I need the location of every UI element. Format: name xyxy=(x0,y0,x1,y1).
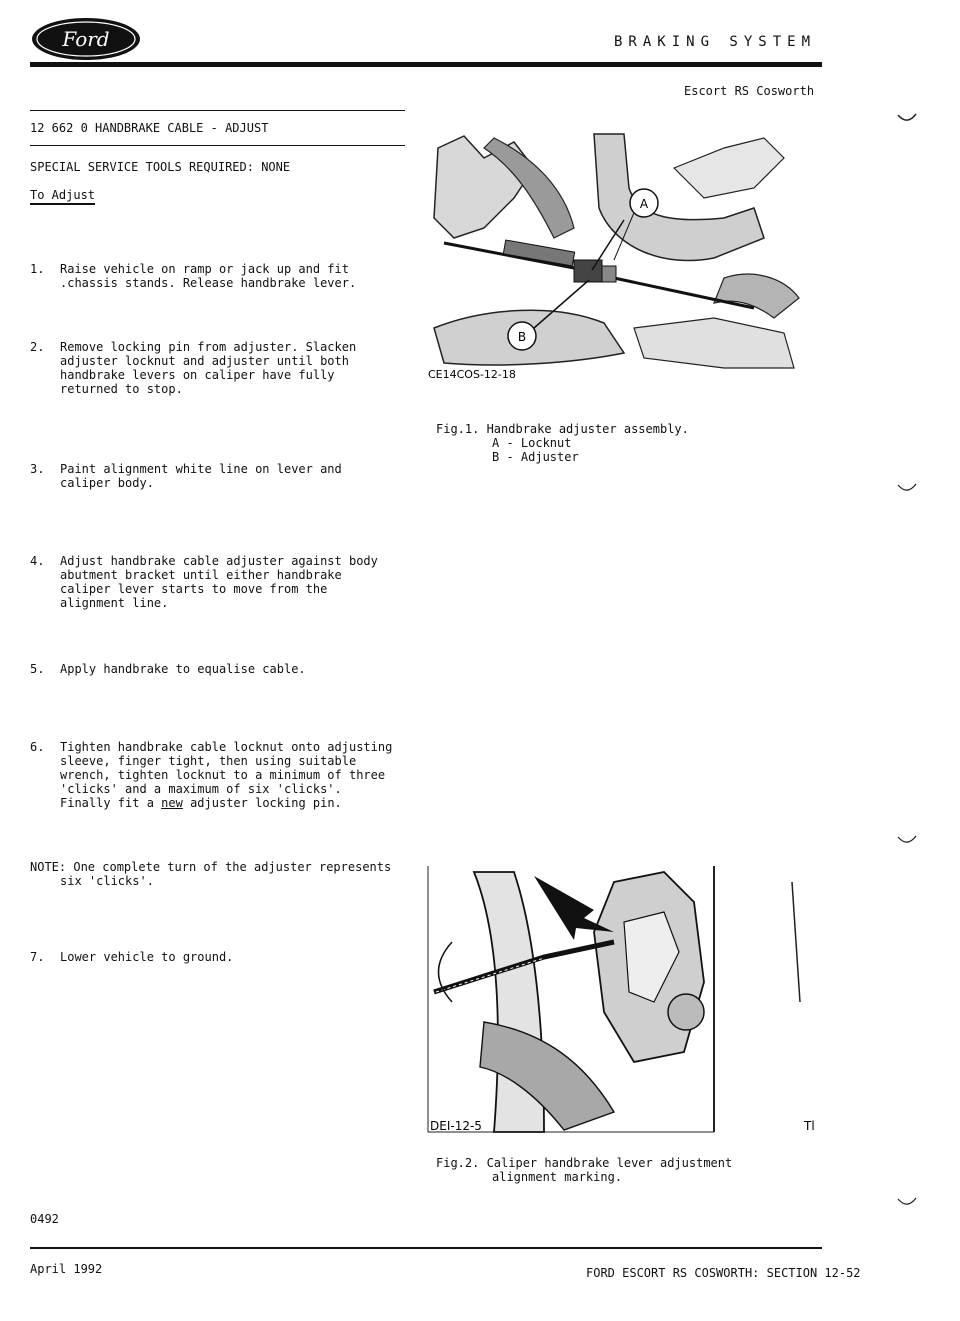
ford-logo xyxy=(30,16,142,62)
step-text: Lower vehicle to ground. xyxy=(60,950,234,964)
step-5 xyxy=(30,662,410,676)
fig2-caption-lead: Fig.2. xyxy=(436,1156,487,1170)
step-4 xyxy=(30,554,410,610)
margin-tick xyxy=(896,834,918,846)
step-text: Apply handbrake to equalise cable. xyxy=(60,662,306,676)
step-number: 4. xyxy=(30,554,45,568)
fig1-legend-a: A - Locknut xyxy=(492,436,572,450)
step-text xyxy=(60,740,410,810)
step-number: 1. xyxy=(30,262,45,276)
step-number: 5. xyxy=(30,662,45,676)
step-number: 7. xyxy=(30,950,45,964)
fig1-code: CE14COS-12-18 xyxy=(428,368,516,381)
fig2-caption xyxy=(436,1156,732,1184)
fig1-legend-b: B - Adjuster xyxy=(492,450,579,464)
note xyxy=(30,860,430,888)
margin-tick xyxy=(896,112,918,124)
footer-section: FORD ESCORT RS COSWORTH: SECTION 12-52 xyxy=(586,1266,861,1280)
step-number: 3. xyxy=(30,462,45,476)
step-number: 2. xyxy=(30,340,45,354)
model-subtitle: Escort RS Cosworth xyxy=(684,84,815,98)
fig2-illustration xyxy=(424,862,822,1140)
fig1-callout-a: A xyxy=(639,197,649,211)
step-3 xyxy=(30,462,410,490)
header-title: BRAKING SYSTEM xyxy=(614,34,817,50)
step-6 xyxy=(30,740,410,810)
footer-date: April 1992 xyxy=(30,1262,103,1276)
step-text: Raise vehicle on ramp or jack up and fit .chassis stands. Release handbrake lever. xyxy=(60,262,357,290)
step-text-part: adjuster locking pin. xyxy=(182,796,342,810)
fig1-callout-b: B xyxy=(517,330,527,344)
note-line-1 xyxy=(30,860,430,874)
ford-logo-text: Ford xyxy=(62,27,110,51)
document-code: 0492 xyxy=(30,1212,59,1226)
section-rule-bottom xyxy=(30,145,405,146)
step-text: Paint alignment white line on lever and caliper body. xyxy=(60,462,342,490)
step-1 xyxy=(30,262,410,290)
fig1-caption-lead: Fig.1. xyxy=(436,422,487,436)
step-text: Adjust handbrake cable adjuster against body abutment bracket until either handbrake caliper lever starts to move from the alignment line. xyxy=(60,554,378,610)
special-tools-line: SPECIAL SERVICE TOOLS REQUIRED: NONE xyxy=(30,160,291,174)
note-label: NOTE: xyxy=(30,860,67,874)
margin-tick xyxy=(896,1196,918,1208)
step-2 xyxy=(30,340,410,396)
step-text-part: Tighten handbrake cable locknut onto adjusting sleeve, finger tight, then using suitable wrench, tighten locknut to a minimum of three 'clicks' and a maximum of six 'clicks'. Finally fit a xyxy=(60,740,393,810)
margin-tick xyxy=(896,482,918,494)
note-line-2: six 'clicks'. xyxy=(60,874,154,888)
fig1-caption xyxy=(436,422,689,464)
note-text: One complete turn of the adjuster represents xyxy=(66,860,392,874)
step-7 xyxy=(30,950,410,964)
fig2-caption-line-1: Caliper handbrake lever adjustment xyxy=(486,1156,733,1170)
fig1-illustration xyxy=(424,128,824,398)
step-text-emphasis: new xyxy=(161,796,183,810)
fig2-caption-line-2: alignment marking. xyxy=(492,1170,623,1184)
fig2-code: DEI-12-5 xyxy=(430,1119,482,1133)
fig1-caption-text: Handbrake adjuster assembly. xyxy=(486,422,689,436)
fig2-margin-mark: Tl xyxy=(804,1119,815,1133)
to-adjust-heading: To Adjust xyxy=(30,188,95,205)
section-title: 12 662 0 HANDBRAKE CABLE - ADJUST xyxy=(30,121,269,135)
section-header xyxy=(30,110,408,205)
footer-rule xyxy=(30,1247,822,1249)
header-rule xyxy=(30,62,822,67)
step-number: 6. xyxy=(30,740,45,754)
step-text: Remove locking pin from adjuster. Slacken adjuster locknut and adjuster until both handbrake levers on caliper have fully returned to stop. xyxy=(60,340,357,396)
